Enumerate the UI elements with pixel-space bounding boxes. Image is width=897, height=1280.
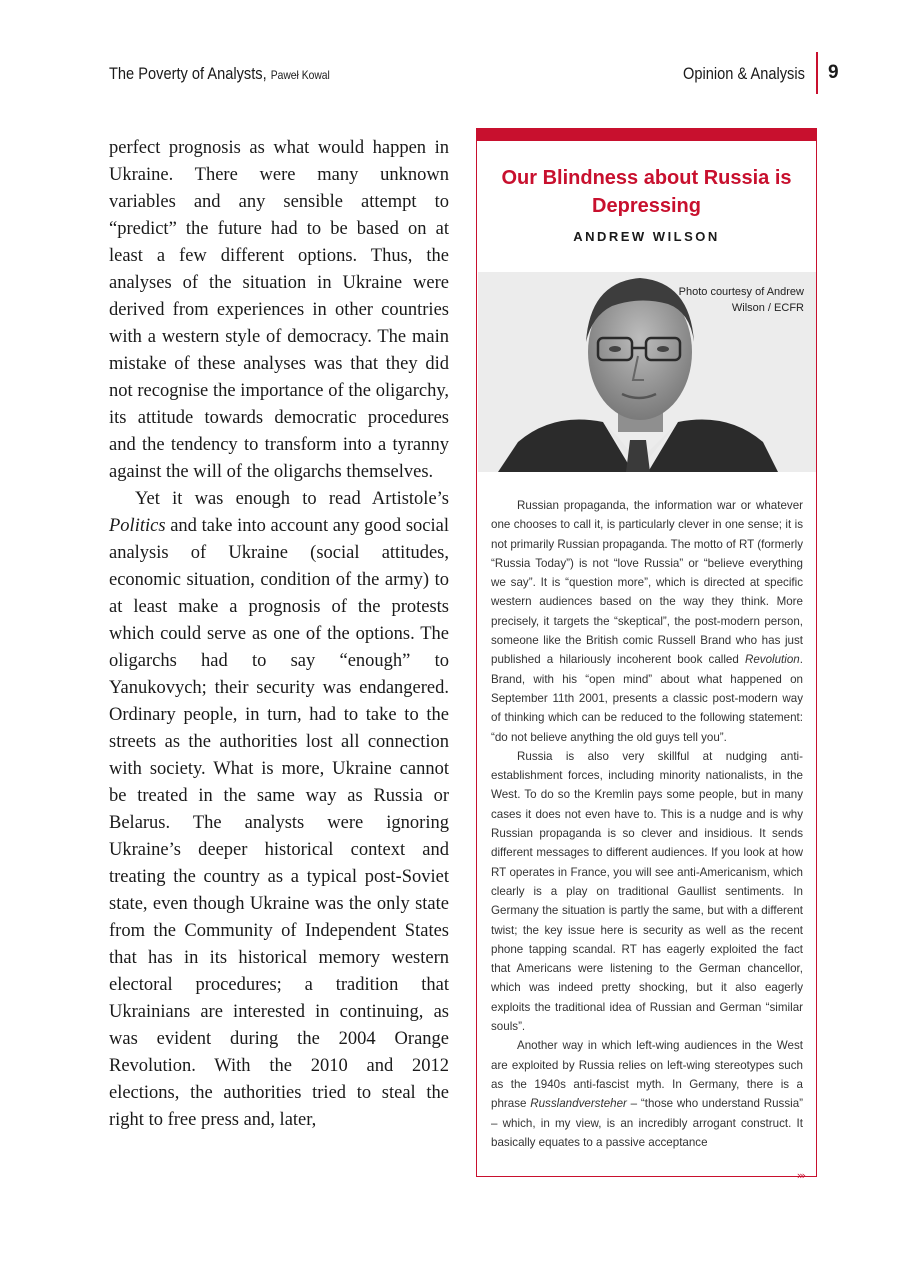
sidebar-body: [491, 496, 803, 1152]
section-label: Opinion & Analysis: [683, 64, 805, 83]
running-author: Paweł Kowal: [270, 68, 330, 82]
book-title-revolution: Revolution: [744, 653, 800, 667]
author-photo: [478, 272, 816, 472]
sidebar-p1-text-a: Russian propaganda, the information war or whatever one chooses to call it, is particularly clever in one sense; it is not primarily Russian propaganda. The motto of RT (formerly “Russia Today”) is not “love Russia” or “believe everything we say”. It is “question more”, which is directed at specific western audiences based on the way they think. More precisely, it targets the “skeptical”, the post-modern person, someone like the British comic Russell Brand who has just published a hilariously incoherent book called: [491, 499, 803, 667]
main-paragraph-2: [109, 486, 449, 1134]
book-title-politics: Politics: [109, 516, 166, 536]
sidebar-paragraph-3: [491, 1036, 803, 1152]
photo-credit: Photo courtesy of Andrew Wilson / ECFR: [678, 286, 804, 314]
running-title: The Poverty of Analysts,: [109, 64, 267, 83]
sidebar-author: ANDREW WILSON: [573, 229, 720, 244]
sidebar-box: [476, 128, 817, 1182]
term-russlandversteher: Russlandversteher: [530, 1097, 627, 1111]
sidebar-paragraph-2: Russia is also very skillful at nudging anti-establishment forces, including minority nationalists, in the West. To do so the Kremlin pays some people, but in many cases it does not even have to. This is a nudge and is why Russian propaganda is so clever and insidious. It sends different messages to different audiences. If you look at how RT operates in France, you will see anti-Americanism, which clearly is a play on traditional Gaullist sentiments. In Germany the situation is partly the same, but with a different twist; the key issue here is security as well as the recent phone tapping scandal. RT has eagerly exploited the fact that Americans were listening to the German chancellor, which was indeed pretty shocking, but it also eagerly exploits the traditional idea of Russian and German “similar souls”.: [491, 749, 803, 1034]
main-paragraph-1: perfect prognosis as what would happen in Ukraine. There were many unknown variables and any sensible attempt to “predict” the future had to be based on at least a few different options. Thus, the analyses of the situation in Ukraine were derived from experiences in other countries with a western style of democracy. The main mistake of these analyses was that they did not recognise the importance of the oligarchy, its attitude towards democratic procedures and the tendency to transform into a tyranny against the will of the oligarchs themselves.: [109, 138, 449, 482]
sidebar-top-bar: [476, 128, 817, 141]
page-number: 9: [828, 62, 839, 83]
sidebar-p1-text-b: . Brand, with his “open mind” about what happened on September 11th 2001, presents a classic post-modern way of thinking which can be reduced to the following statement: “do not believe anything the old guys tell you”.: [491, 653, 803, 744]
header-divider: [816, 52, 818, 94]
sidebar-p3-text-a: Another way in which left-wing audiences in the West are exploited by Russia relies on left-wing stereotypes such as the 1940s anti-fascist myth. In Germany, there is a phrase: [491, 1039, 803, 1111]
main-p2-text-b: and take into account any good social analysis of Ukraine (social attitudes, economic situation, condition of the army) to at least make a prognosis of the protests which could serve as one of the options. The oligarchs had to say “enough” to Yanukovych; their security was endangered. Ordinary people, in turn, had to take to the streets as the authorities lost all connection with society. What is more, Ukraine cannot be treated in the same way as Russia or Belarus. The analysts were ignoring Ukraine’s deeper historical context and treating the country as a typical post-Soviet state, even though Ukraine was the only state from the Community of Independent States that has in its historical memory western electoral procedures; a tradition that Ukrainians are interested in continuing, as was evident during the 2004 Orange Revolution. With the 2010 and 2012 elections, the authorities tried to steal the right to free press and, later,: [109, 516, 449, 1130]
continue-arrow-icon: ›››: [796, 1169, 804, 1182]
running-header-title: [109, 64, 330, 84]
main-article-column: [109, 135, 449, 1134]
main-p2-text-a: Yet it was enough to read Artistole’s: [135, 489, 449, 509]
sidebar-p3-text-b: – “those who understand Russia” – which, in my view, is an incredibly arrogant construct. It basically equates to a passive acceptance: [491, 1097, 804, 1149]
sidebar-title: Our Blindness about Russia is Depressing: [501, 167, 792, 217]
sidebar-paragraph-1: [491, 496, 803, 747]
